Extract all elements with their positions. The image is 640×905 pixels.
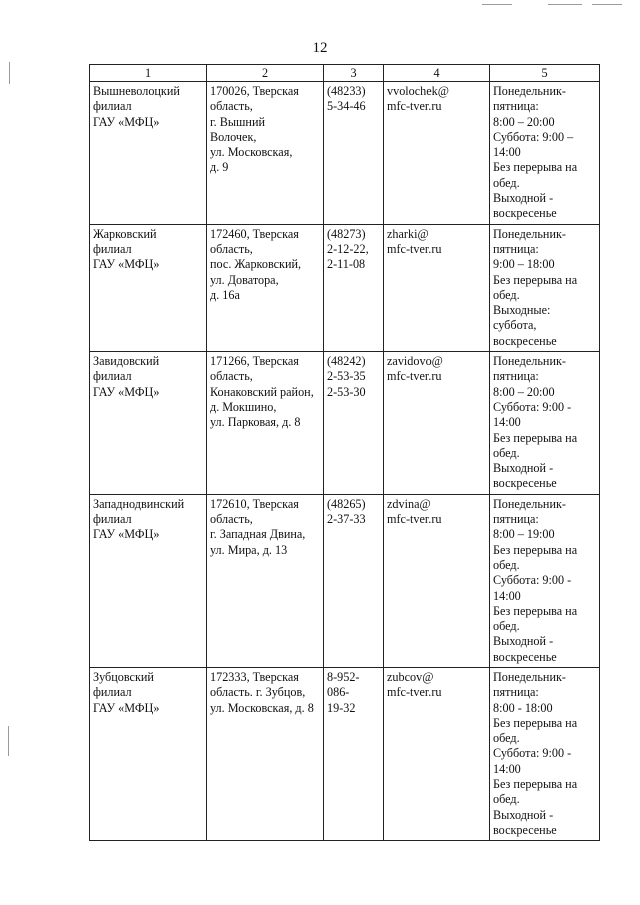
- table-row: [90, 352, 600, 495]
- column-header-3: 3: [324, 65, 384, 82]
- scan-mark-left-2: [8, 726, 9, 756]
- phone-cell: (48242) 2-53-35 2-53-30: [324, 352, 384, 495]
- address-cell: 172333, Тверская область. г. Зубцов, ул. Московская, д. 8: [207, 667, 324, 840]
- table-row: [90, 667, 600, 840]
- scan-mark-top-2: [548, 4, 582, 5]
- scan-mark-top-1: [482, 4, 512, 5]
- schedule-cell: Понедельник- пятница: 9:00 – 18:00 Без перерыва на обед. Выходные: суббота, воскресенье: [490, 224, 600, 351]
- column-header-4: 4: [384, 65, 490, 82]
- branch-name-cell: Западнодвинский филиал ГАУ «МФЦ»: [90, 494, 207, 667]
- address-cell: 170026, Тверская область, г. Вышний Волочек, ул. Московская, д. 9: [207, 82, 324, 225]
- branch-name-cell: Зубцовский филиал ГАУ «МФЦ»: [90, 667, 207, 840]
- schedule-cell: Понедельник- пятница: 8:00 – 20:00 Суббота: 9:00 – 14:00 Без перерыва на обед. Выходной - воскресенье: [490, 82, 600, 225]
- email-cell: zdvina@ mfc-tver.ru: [384, 494, 490, 667]
- address-cell: 171266, Тверская область, Конаковский район, д. Мокшино, ул. Парковая, д. 8: [207, 352, 324, 495]
- table-row: [90, 494, 600, 667]
- email-cell: zubcov@ mfc-tver.ru: [384, 667, 490, 840]
- header-row: [90, 65, 600, 82]
- scan-mark-top-3: [592, 4, 622, 5]
- phone-cell: (48265) 2-37-33: [324, 494, 384, 667]
- page-number: 12: [312, 40, 328, 56]
- address-cell: 172610, Тверская область, г. Западная Двина, ул. Мира, д. 13: [207, 494, 324, 667]
- phone-cell: 8-952-086- 19-32: [324, 667, 384, 840]
- schedule-cell: Понедельник- пятница: 8:00 – 19:00 Без перерыва на обед. Суббота: 9:00 - 14:00 Без перерыва на обед. Выходной - воскресенье: [490, 494, 600, 667]
- column-header-2: 2: [207, 65, 324, 82]
- phone-cell: (48273) 2-12-22, 2-11-08: [324, 224, 384, 351]
- schedule-cell: Понедельник- пятница: 8:00 – 20:00 Суббота: 9:00 - 14:00 Без перерыва на обед. Выходной - воскресенье: [490, 352, 600, 495]
- branch-table: [89, 64, 600, 841]
- column-header-1: 1: [90, 65, 207, 82]
- branch-name-cell: Завидовский филиал ГАУ «МФЦ»: [90, 352, 207, 495]
- column-header-5: 5: [490, 65, 600, 82]
- schedule-cell: Понедельник- пятница: 8:00 - 18:00 Без перерыва на обед. Суббота: 9:00 - 14:00 Без перерыва на обед. Выходной - воскресенье: [490, 667, 600, 840]
- table-row: [90, 224, 600, 351]
- email-cell: zavidovo@ mfc-tver.ru: [384, 352, 490, 495]
- phone-cell: (48233) 5-34-46: [324, 82, 384, 225]
- branch-name-cell: Вышневолоцкий филиал ГАУ «МФЦ»: [90, 82, 207, 225]
- email-cell: zharki@ mfc-tver.ru: [384, 224, 490, 351]
- email-cell: vvolochek@ mfc-tver.ru: [384, 82, 490, 225]
- branch-name-cell: Жарковский филиал ГАУ «МФЦ»: [90, 224, 207, 351]
- table-row: [90, 82, 600, 225]
- address-cell: 172460, Тверская область, пос. Жарковский, ул. Доватора, д. 16а: [207, 224, 324, 351]
- scan-mark-left-1: [9, 62, 10, 84]
